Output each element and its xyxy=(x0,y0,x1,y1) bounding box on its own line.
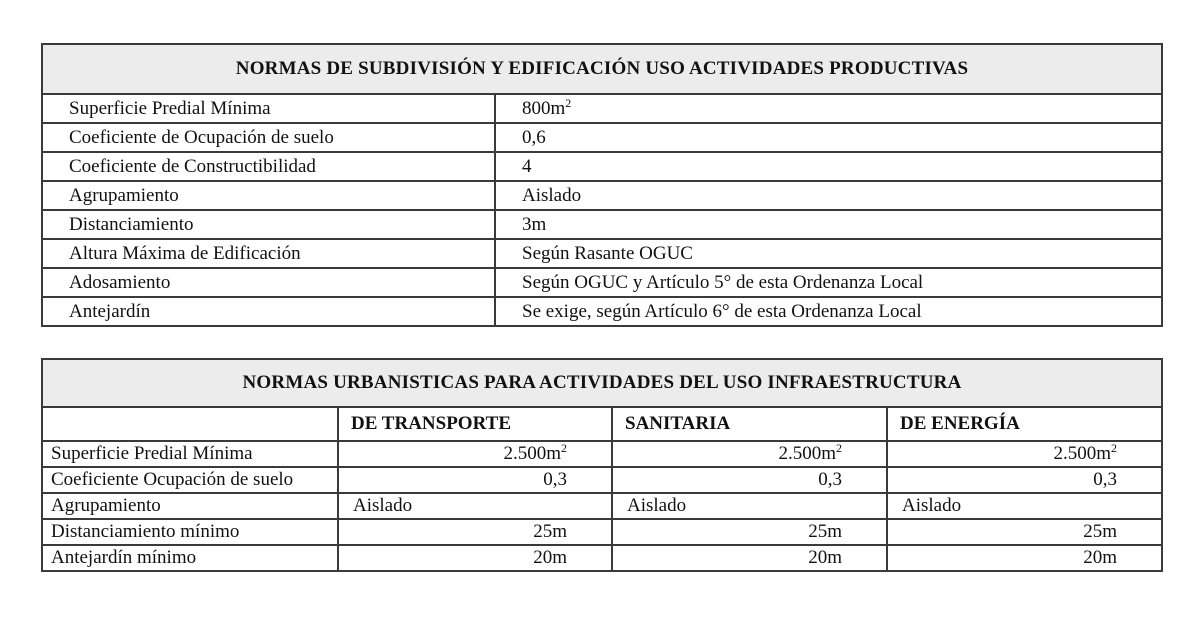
row-label: Coeficiente de Constructibilidad xyxy=(42,152,495,181)
superscript: 2 xyxy=(561,441,567,455)
row-label: Antejardín xyxy=(42,297,495,326)
row-label: Coeficiente de Ocupación de suelo xyxy=(42,123,495,152)
column-header-row xyxy=(42,407,1162,441)
table-row xyxy=(42,94,1162,123)
row-value-text: 800m xyxy=(522,97,566,119)
table-row xyxy=(42,239,1162,268)
table-row xyxy=(42,545,1162,571)
superscript: 2 xyxy=(565,95,572,110)
cell-value: 0,3 xyxy=(887,467,1162,493)
cell-value: 0,3 xyxy=(612,467,887,493)
row-label: Adosamiento xyxy=(42,268,495,297)
column-header-sanitary: SANITARIA xyxy=(612,407,887,441)
row-value: Según Rasante OGUC xyxy=(495,239,1162,268)
row-value xyxy=(495,94,1162,123)
cell-value xyxy=(887,441,1162,467)
cell-value: Aislado xyxy=(612,493,887,519)
table-title: NORMAS URBANISTICAS PARA ACTIVIDADES DEL USO INFRAESTRUCTURA xyxy=(42,359,1162,407)
row-label: Distanciamiento mínimo xyxy=(42,519,338,545)
infrastructure-table xyxy=(41,358,1163,572)
row-label: Superficie Predial Mínima xyxy=(42,94,495,123)
row-value: Aislado xyxy=(495,181,1162,210)
table-row xyxy=(42,181,1162,210)
row-label: Coeficiente Ocupación de suelo xyxy=(42,467,338,493)
table-row xyxy=(42,268,1162,297)
cell-value: Aislado xyxy=(887,493,1162,519)
table-row xyxy=(42,493,1162,519)
table-row xyxy=(42,210,1162,239)
productive-activities-table xyxy=(41,43,1163,327)
table-row xyxy=(42,152,1162,181)
table-row xyxy=(42,467,1162,493)
row-label: Agrupamiento xyxy=(42,493,338,519)
cell-value xyxy=(612,441,887,467)
column-header-transport: DE TRANSPORTE xyxy=(338,407,612,441)
cell-value: Aislado xyxy=(338,493,612,519)
empty-header-cell xyxy=(42,407,338,441)
table-title: NORMAS DE SUBDIVISIÓN Y EDIFICACIÓN USO ACTIVIDADES PRODUCTIVAS xyxy=(42,44,1162,94)
cell-value xyxy=(338,441,612,467)
table-row xyxy=(42,123,1162,152)
cell-value: 20m xyxy=(887,545,1162,571)
superscript: 2 xyxy=(1111,441,1117,455)
column-header-energy: DE ENERGÍA xyxy=(887,407,1162,441)
superscript: 2 xyxy=(836,441,842,455)
table-row xyxy=(42,297,1162,326)
row-value: Se exige, según Artículo 6° de esta Ordenanza Local xyxy=(495,297,1162,326)
cell-value-text: 2.500m xyxy=(778,443,836,464)
row-label: Agrupamiento xyxy=(42,181,495,210)
row-label: Antejardín mínimo xyxy=(42,545,338,571)
row-value: 3m xyxy=(495,210,1162,239)
cell-value: 20m xyxy=(338,545,612,571)
row-value: 0,6 xyxy=(495,123,1162,152)
cell-value-text: 2.500m xyxy=(503,443,561,464)
cell-value: 20m xyxy=(612,545,887,571)
table-row xyxy=(42,519,1162,545)
cell-value: 25m xyxy=(887,519,1162,545)
cell-value: 25m xyxy=(612,519,887,545)
row-label: Altura Máxima de Edificación xyxy=(42,239,495,268)
row-value: 4 xyxy=(495,152,1162,181)
cell-value: 0,3 xyxy=(338,467,612,493)
row-label: Superficie Predial Mínima xyxy=(42,441,338,467)
row-label: Distanciamiento xyxy=(42,210,495,239)
cell-value: 25m xyxy=(338,519,612,545)
row-value: Según OGUC y Artículo 5° de esta Ordenanza Local xyxy=(495,268,1162,297)
cell-value-text: 2.500m xyxy=(1053,443,1111,464)
table-row xyxy=(42,441,1162,467)
